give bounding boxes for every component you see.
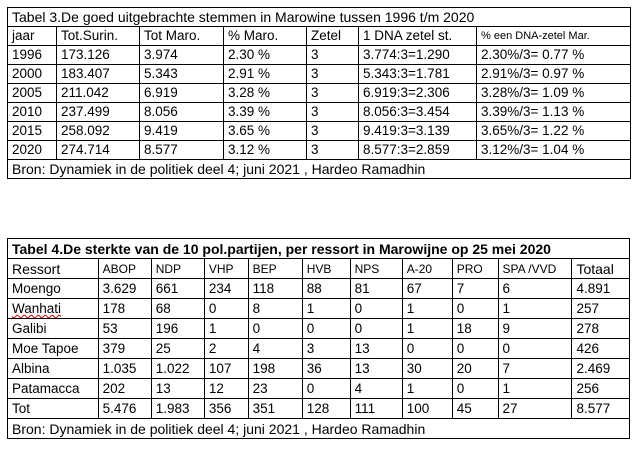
header-hvb: HVB (302, 259, 350, 279)
cell-tot-surin: 258.092 (57, 122, 140, 141)
cell-hvb: 1 (302, 299, 350, 319)
table-4-party-strength (7, 238, 630, 439)
table-row (8, 103, 631, 122)
cell-a20: 1 (402, 379, 452, 399)
cell-abop: 53 (98, 319, 151, 339)
header-dna-zetel-st: 1 DNA zetel st. (359, 27, 477, 46)
cell-jaar: 2005 (8, 84, 57, 103)
cell-bep: 23 (248, 379, 302, 399)
cell-abop: 3.629 (98, 279, 151, 299)
cell-abop: 5.476 (98, 399, 151, 419)
cell-pro: 0 (452, 299, 498, 319)
cell-pct-maro: 3.65 % (224, 122, 307, 141)
header-pct-dna-zetel: % een DNA-zetel Mar. (477, 27, 631, 46)
header-ressort: Ressort (8, 259, 99, 279)
cell-pct-dna-zetel: 3.39%/3= 1.13 % (477, 103, 631, 122)
cell-ressort (8, 299, 99, 319)
header-tot-surin: Tot.Surin. (57, 27, 140, 46)
cell-spa-vvd: 1 (498, 379, 572, 399)
cell-tot-maro: 3.974 (140, 46, 224, 65)
cell-vhp: 1 (204, 319, 248, 339)
table-row (8, 339, 630, 359)
header-ndp: NDP (151, 259, 204, 279)
table-4-header-row (8, 259, 630, 279)
header-vhp: VHP (204, 259, 248, 279)
cell-ressort: Moe Tapoe (8, 339, 99, 359)
cell-bep: 4 (248, 339, 302, 359)
cell-ressort: Patamacca (8, 379, 99, 399)
table-total-row (8, 399, 630, 419)
cell-tot-surin: 211.042 (57, 84, 140, 103)
table-row (8, 46, 631, 65)
cell-a20: 100 (402, 399, 452, 419)
table-3-header-row (8, 27, 631, 46)
cell-zetel: 3 (307, 46, 359, 65)
cell-a20: 1 (402, 319, 452, 339)
cell-totaal: 278 (572, 319, 630, 339)
table-4-source-row (8, 419, 630, 439)
cell-ressort: Moengo (8, 279, 99, 299)
header-bep: BEP (248, 259, 302, 279)
cell-totaal: 4.891 (572, 279, 630, 299)
cell-pct-maro: 3.12 % (224, 141, 307, 160)
cell-dna-zetel-st: 3.774:3=1.290 (359, 46, 477, 65)
cell-totaal: 256 (572, 379, 630, 399)
cell-pro: 7 (452, 279, 498, 299)
cell-bep: 198 (248, 359, 302, 379)
cell-tot-maro: 8.056 (140, 103, 224, 122)
cell-hvb: 88 (302, 279, 350, 299)
cell-ndp: 1.983 (151, 399, 204, 419)
cell-nps: 4 (350, 379, 402, 399)
cell-ndp: 1.022 (151, 359, 204, 379)
cell-ndp: 196 (151, 319, 204, 339)
cell-totaal: 2.469 (572, 359, 630, 379)
cell-dna-zetel-st: 6.919:3=2.306 (359, 84, 477, 103)
cell-nps: 13 (350, 359, 402, 379)
cell-pct-maro: 3.28 % (224, 84, 307, 103)
cell-hvb: 0 (302, 379, 350, 399)
table-row (8, 379, 630, 399)
cell-abop: 1.035 (98, 359, 151, 379)
table-row (8, 299, 630, 319)
cell-tot-surin: 274.714 (57, 141, 140, 160)
cell-ressort: Galibi (8, 319, 99, 339)
cell-pct-dna-zetel: 2.91%/3= 0.97 % (477, 65, 631, 84)
cell-zetel: 3 (307, 65, 359, 84)
table-row (8, 279, 630, 299)
table-row (8, 65, 631, 84)
cell-spa-vvd: 27 (498, 399, 572, 419)
cell-hvb: 128 (302, 399, 350, 419)
cell-vhp: 0 (204, 299, 248, 319)
cell-spa-vvd: 0 (498, 339, 572, 359)
cell-nps: 13 (350, 339, 402, 359)
cell-a20: 0 (402, 339, 452, 359)
cell-totaal: 8.577 (572, 399, 630, 419)
table-3-source-row (8, 160, 631, 179)
cell-spa-vvd: 9 (498, 319, 572, 339)
cell-dna-zetel-st: 5.343:3=1.781 (359, 65, 477, 84)
cell-ressort: Tot (8, 399, 99, 419)
cell-jaar: 2020 (8, 141, 57, 160)
cell-dna-zetel-st: 8.056:3=3.454 (359, 103, 477, 122)
cell-hvb: 36 (302, 359, 350, 379)
header-totaal: Totaal (572, 259, 630, 279)
cell-pro: 0 (452, 339, 498, 359)
header-jaar: jaar (8, 27, 57, 46)
cell-nps: 0 (350, 299, 402, 319)
cell-tot-surin: 183.407 (57, 65, 140, 84)
cell-jaar: 2000 (8, 65, 57, 84)
header-tot-maro: Tot Maro. (140, 27, 224, 46)
cell-dna-zetel-st: 8.577:3=2.859 (359, 141, 477, 160)
cell-dna-zetel-st: 9.419:3=3.139 (359, 122, 477, 141)
table-3-title: Tabel 3.De goed uitgebrachte stemmen in Marowine tussen 1996 t/m 2020 (8, 8, 631, 27)
cell-spa-vvd: 1 (498, 299, 572, 319)
cell-spa-vvd: 6 (498, 279, 572, 299)
table-row (8, 359, 630, 379)
cell-tot-maro: 6.919 (140, 84, 224, 103)
cell-nps: 111 (350, 399, 402, 419)
header-a20: A-20 (402, 259, 452, 279)
cell-pro: 18 (452, 319, 498, 339)
header-abop: ABOP (98, 259, 151, 279)
cell-hvb: 3 (302, 339, 350, 359)
cell-bep: 118 (248, 279, 302, 299)
header-nps: NPS (350, 259, 402, 279)
cell-abop: 379 (98, 339, 151, 359)
cell-jaar: 1996 (8, 46, 57, 65)
cell-bep: 8 (248, 299, 302, 319)
cell-pct-dna-zetel: 2.30%/3= 0.77 % (477, 46, 631, 65)
header-spa-vvd: SPA /VVD (498, 259, 572, 279)
cell-ressort: Albina (8, 359, 99, 379)
cell-pro: 0 (452, 379, 498, 399)
cell-pct-maro: 2.91 % (224, 65, 307, 84)
cell-pct-dna-zetel: 3.28%/3= 1.09 % (477, 84, 631, 103)
cell-tot-maro: 9.419 (140, 122, 224, 141)
cell-tot-maro: 8.577 (140, 141, 224, 160)
cell-tot-maro: 5.343 (140, 65, 224, 84)
cell-zetel: 3 (307, 103, 359, 122)
table-3-title-row (8, 8, 631, 27)
cell-hvb: 0 (302, 319, 350, 339)
cell-a20: 1 (402, 299, 452, 319)
cell-pro: 20 (452, 359, 498, 379)
cell-pct-maro: 2.30 % (224, 46, 307, 65)
cell-spa-vvd: 7 (498, 359, 572, 379)
cell-a20: 67 (402, 279, 452, 299)
table-row (8, 122, 631, 141)
cell-zetel: 3 (307, 141, 359, 160)
cell-ndp: 25 (151, 339, 204, 359)
cell-pro: 45 (452, 399, 498, 419)
cell-pct-dna-zetel: 3.12%/3= 1.04 % (477, 141, 631, 160)
cell-totaal: 257 (572, 299, 630, 319)
cell-nps: 0 (350, 319, 402, 339)
cell-bep: 351 (248, 399, 302, 419)
table-row (8, 141, 631, 160)
cell-totaal: 426 (572, 339, 630, 359)
cell-ndp: 661 (151, 279, 204, 299)
cell-nps: 81 (350, 279, 402, 299)
cell-zetel: 3 (307, 122, 359, 141)
cell-vhp: 356 (204, 399, 248, 419)
cell-abop: 178 (98, 299, 151, 319)
table-3-votes-marowine (7, 7, 631, 179)
header-pro: PRO (452, 259, 498, 279)
cell-a20: 30 (402, 359, 452, 379)
table-row (8, 84, 631, 103)
cell-tot-surin: 237.499 (57, 103, 140, 122)
table-4-source: Bron: Dynamiek in de politiek deel 4; juni 2021 , Hardeo Ramadhin (8, 419, 630, 439)
cell-zetel: 3 (307, 84, 359, 103)
table-3-source: Bron: Dynamiek in de politiek deel 4; juni 2021 , Hardeo Ramadhin (8, 160, 631, 179)
cell-vhp: 107 (204, 359, 248, 379)
cell-tot-surin: 173.126 (57, 46, 140, 65)
cell-vhp: 234 (204, 279, 248, 299)
table-row (8, 319, 630, 339)
cell-jaar: 2015 (8, 122, 57, 141)
cell-pct-maro: 3.39 % (224, 103, 307, 122)
cell-vhp: 2 (204, 339, 248, 359)
cell-ndp: 13 (151, 379, 204, 399)
cell-bep: 0 (248, 319, 302, 339)
cell-abop: 202 (98, 379, 151, 399)
table-4-title: Tabel 4.De sterkte van de 10 pol.partijen, per ressort in Marowijne op 25 mei 2020 (8, 239, 630, 259)
ressort-name-spellcheck: Wanhati (12, 300, 62, 316)
cell-pct-dna-zetel: 3.65%/3= 1.22 % (477, 122, 631, 141)
cell-jaar: 2010 (8, 103, 57, 122)
table-4-title-row (8, 239, 630, 259)
header-pct-maro: % Maro. (224, 27, 307, 46)
header-zetel: Zetel (307, 27, 359, 46)
cell-ndp: 68 (151, 299, 204, 319)
cell-vhp: 12 (204, 379, 248, 399)
